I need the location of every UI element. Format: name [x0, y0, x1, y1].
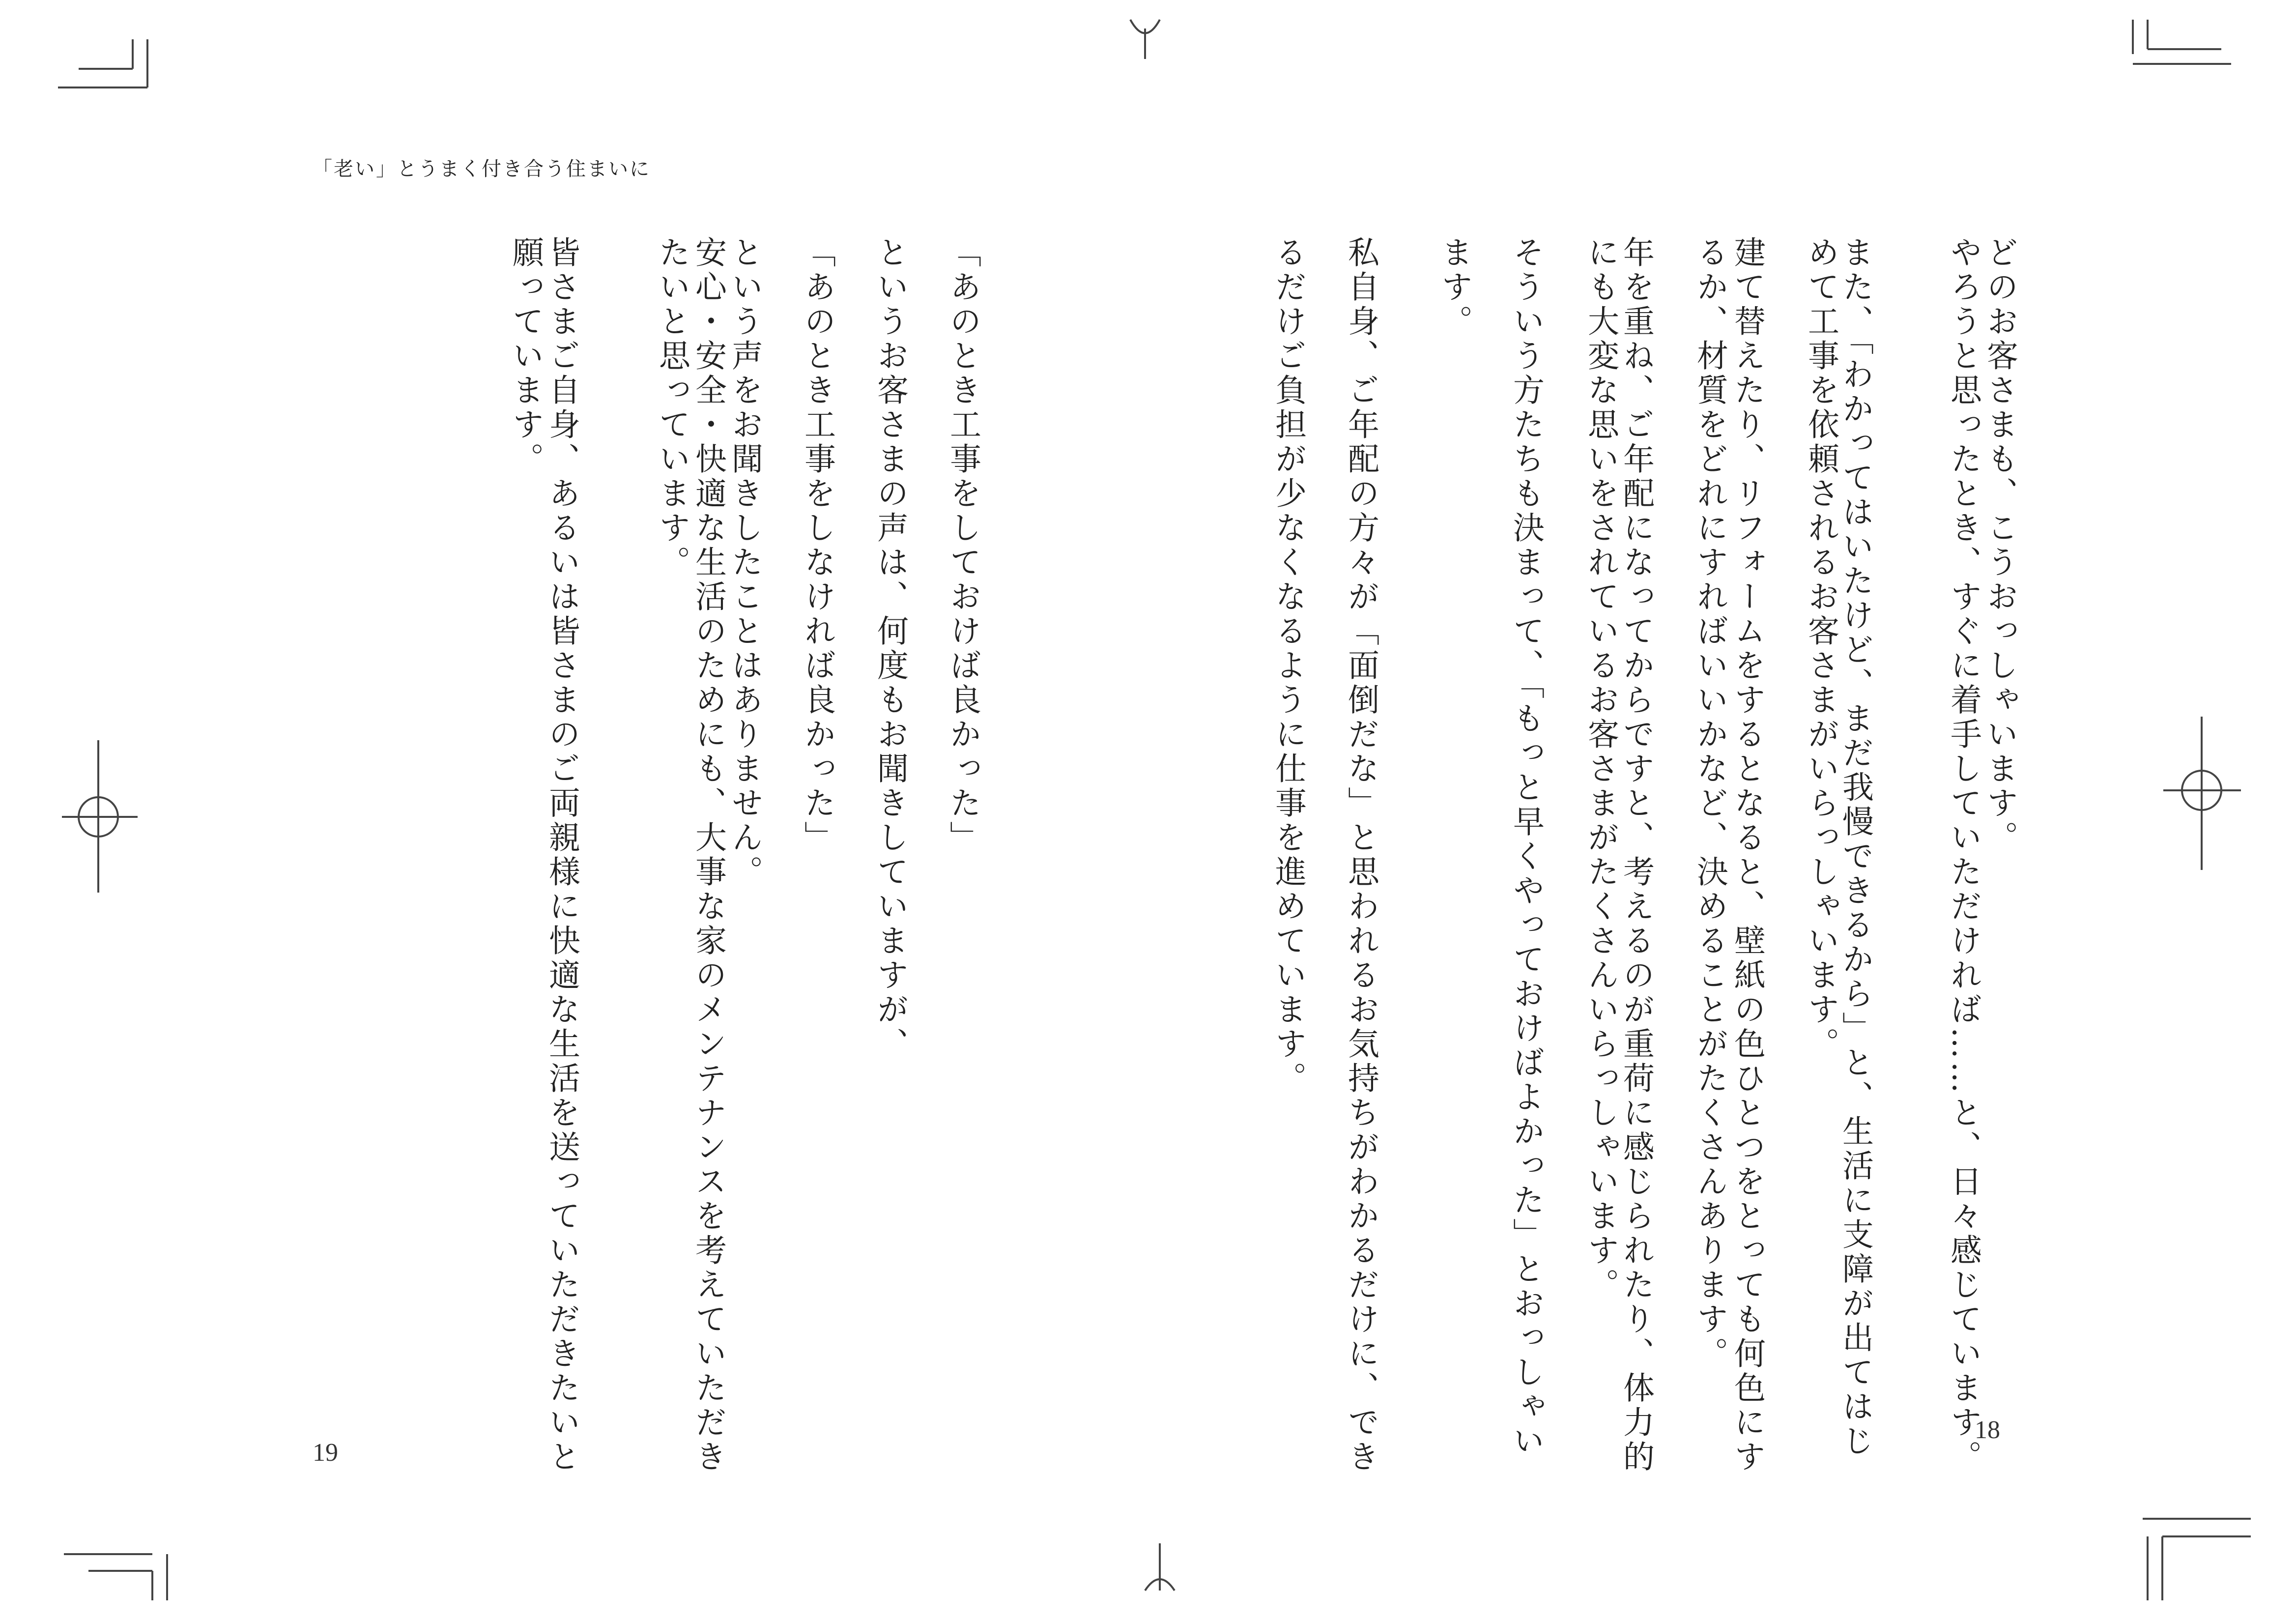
- page-number-left: 19: [313, 1439, 338, 1467]
- text-line: 皆さまご自身、あるいは皆さまのご両親様に快適な生活を送っていただきたいと: [544, 236, 580, 1475]
- running-head: 「老い」とうまく付き合う住まいに: [313, 158, 651, 180]
- text-line: にも大変な思いをされているお客さまがたくさんいらっしゃいます。: [1582, 236, 1619, 1302]
- text-line: 願っています。: [507, 236, 544, 477]
- text-line: という声をお聞きしたことはありません。: [726, 236, 763, 890]
- text-line: たいと思っています。: [654, 236, 690, 580]
- text-line: るだけご負担が少なくなるように仕事を進めています。: [1270, 236, 1306, 1096]
- text-line: 「あのとき工事をしなければ良かった」: [799, 236, 835, 855]
- text-line: というお客さまの声は、何度もお聞きしていますが、: [872, 236, 908, 1062]
- text-line: また、「わかってはいたけど、まだ我慢できるから」と、生活に支障が出てはじ: [1837, 236, 1873, 1459]
- text-line: ます。: [1436, 236, 1472, 339]
- text-line: やろうと思ったとき、すぐに着手していただければ……と、日々感じています。: [1945, 236, 1981, 1475]
- text-line: どのお客さまも、こうおっしゃいます。: [1981, 236, 2018, 855]
- text-line: めて工事を依頼されるお客さまがいらっしゃいます。: [1803, 236, 1839, 1062]
- page-number-right: 18: [1975, 1416, 2000, 1444]
- text-line: そういう方たちも決まって、「もっと早くやっておけばよかった」とおっしゃい: [1508, 236, 1544, 1459]
- text-line: 安心・安全・快適な生活のためにも、大事な家のメンテナンスを考えていただき: [690, 236, 726, 1475]
- text-line: るか、材質をどれにすればいいかなど、決めることがたくさんあります。: [1692, 236, 1728, 1371]
- text-line: 年を重ね、ご年配になってからですと、考えるのが重荷に感じられたり、体力的: [1618, 236, 1654, 1475]
- text-line: 私自身、ご年配の方々が「面倒だな」と思われるお気持ちがわかるだけに、でき: [1343, 236, 1379, 1475]
- text-line: 「あのとき工事をしておけば良かった」: [945, 236, 981, 855]
- text-line: 建て替えたり、リフォームをするとなると、壁紙の色ひとつをとっても何色にす: [1729, 236, 1765, 1475]
